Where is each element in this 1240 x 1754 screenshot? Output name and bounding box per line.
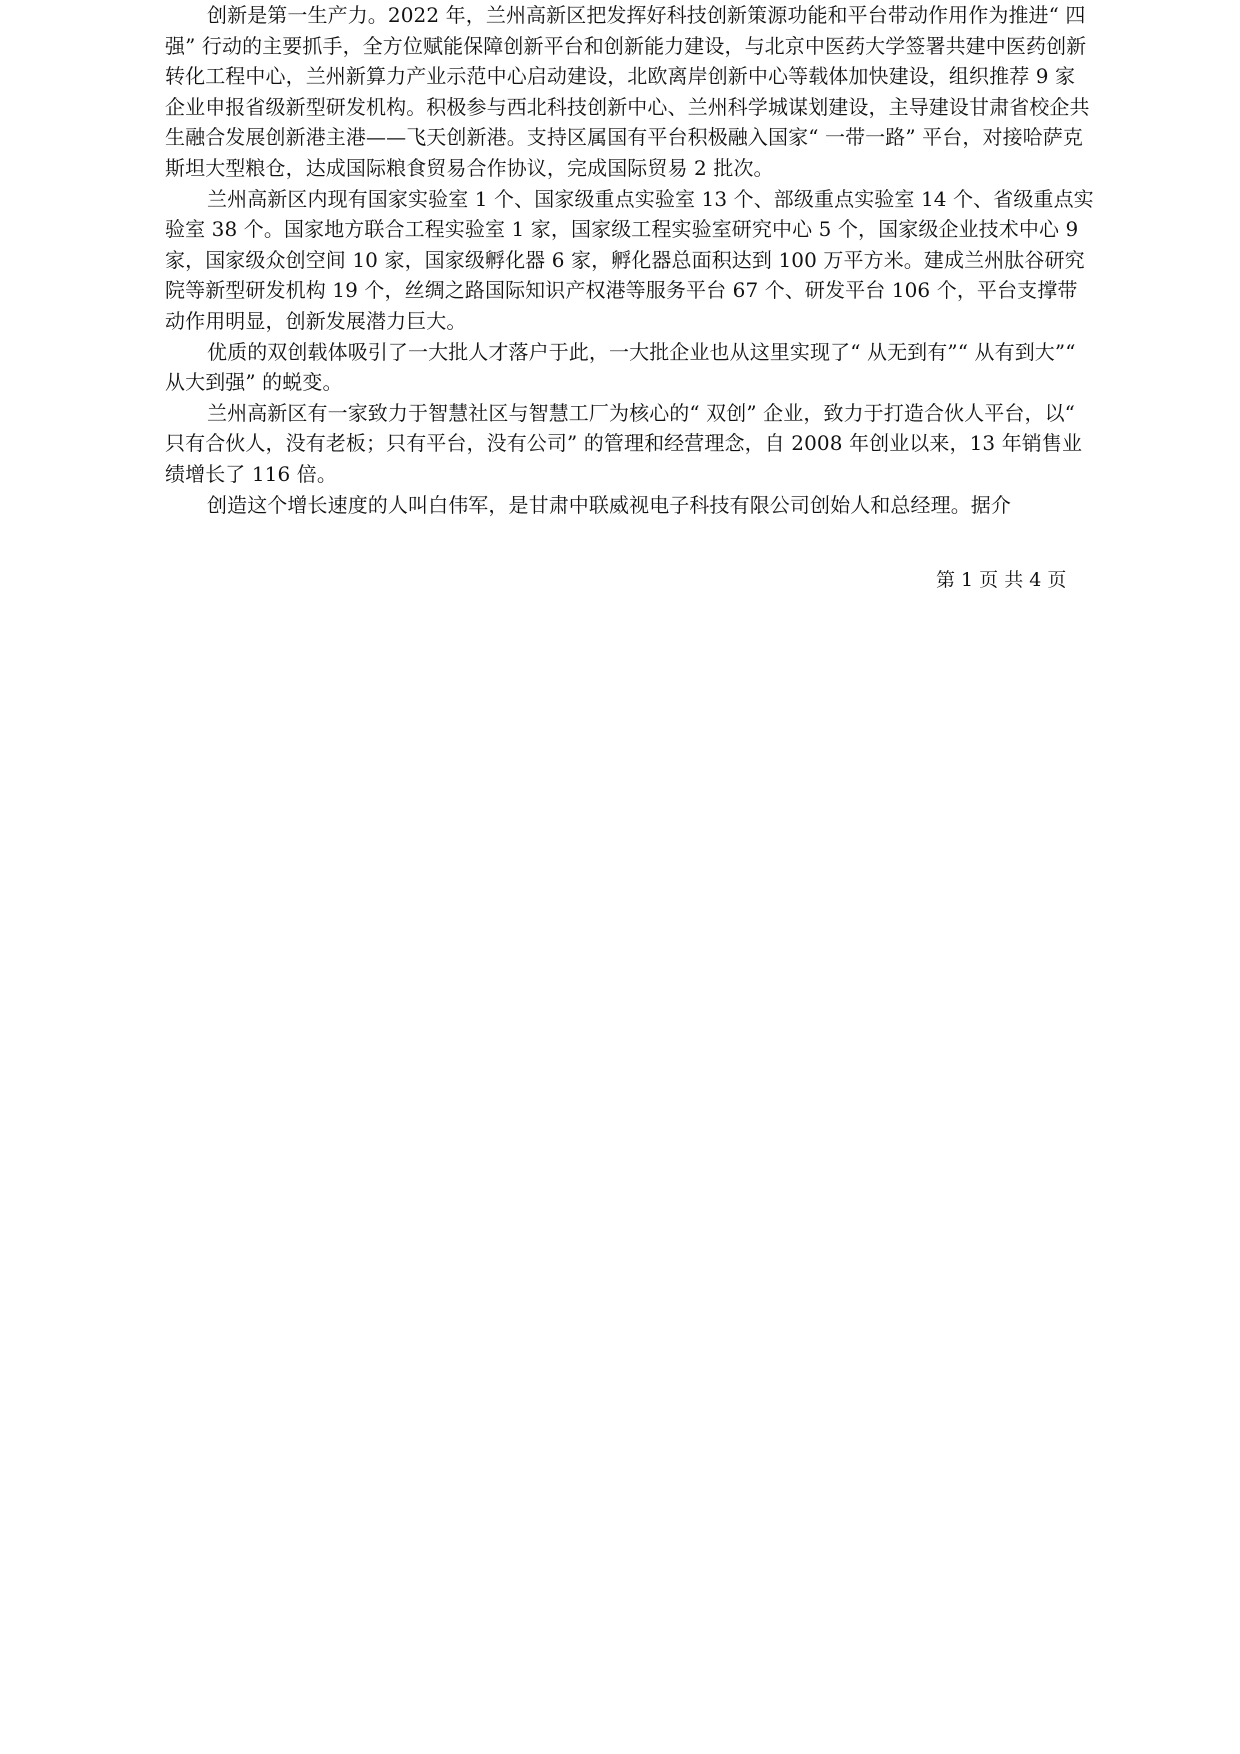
- paragraph-founder: 创造这个增长速度的人叫白伟军，是甘肃中联威视电子科技有限公司创始人和总经理。据介: [207, 492, 1011, 517]
- page-number-footer: 第 1 页 共 4 页: [936, 569, 1067, 591]
- document-body: [165, 0, 1095, 520]
- paragraph-innovation: 创新是第一生产力。2022 年，兰州高新区把发挥好科技创新策源功能和平台带动作用作为推进“ 四强” 行动的主要抓手，全方位赋能保障创新平台和创新能力建设，与北京中医药大学签署共建中医药创新转化工程中心，兰州新算力产业示范中心启动建设，北欧离岸创新中心等载体加快建设，组织推荐 9 家企业申报省级新型研发机构。积极参与西北科技创新中心、兰州科学城谋划建设，主导建设甘肃省校企共生融合发展创新港主港——飞天创新港。支持区属国有平台积极融入国家“ 一带一路” 平台，对接哈萨克斯坦大型粮仓，达成国际粮食贸易合作协议，完成国际贸易 2 批次。: [165, 3, 1090, 180]
- paragraph-talent: 优质的双创载体吸引了一大批人才落户于此，一大批企业也从这里实现了“ 从无到有”“ 从有到大”“ 从大到强” 的蜕变。: [165, 339, 1076, 395]
- paragraph-enterprise: 兰州高新区有一家致力于智慧社区与智慧工厂为核心的“ 双创” 企业，致力于打造合伙人平台，以“ 只有合伙人，没有老板；只有平台，没有公司” 的管理和经营理念，自 2008 年创业以来，13 年销售业绩增长了 116 倍。: [165, 400, 1083, 486]
- paragraph-labs: 兰州高新区内现有国家实验室 1 个、国家级重点实验室 13 个、部级重点实验室 14 个、省级重点实验室 38 个。国家地方联合工程实验室 1 家，国家级工程实验室研究中心 5 个，国家级企业技术中心 9 家，国家级众创空间 10 家，国家级孵化器 6 家，孵化器总面积达到 100 万平方米。建成兰州肽谷研究院等新型研发机构 19 个，丝绸之路国际知识产权港等服务平台 67 个、研发平台 106 个，平台支撑带动作用明显，创新发展潜力巨大。: [165, 186, 1094, 333]
